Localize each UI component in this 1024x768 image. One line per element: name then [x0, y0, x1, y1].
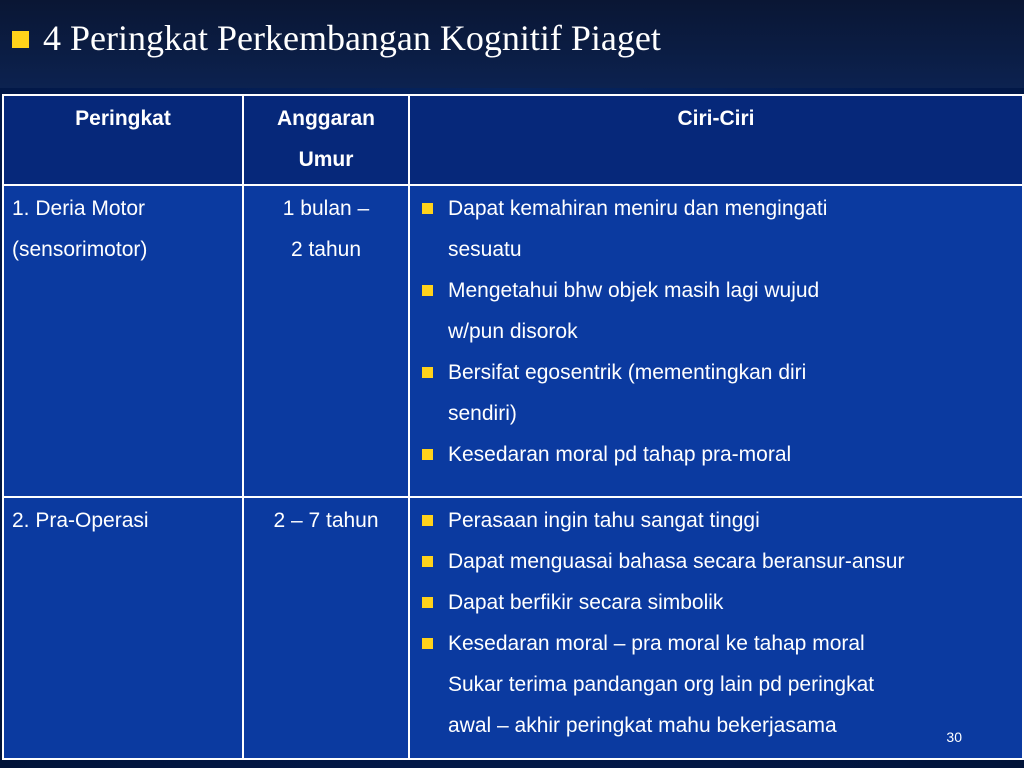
bullet-icon [422, 285, 433, 296]
stage-cell: 2. Pra-Operasi [3, 497, 243, 759]
age-cell: 2 – 7 tahun [243, 497, 409, 759]
traits-cell [409, 497, 1023, 759]
trait-continuation: sesuatu [448, 238, 522, 261]
trait-item: Mengetahui bhw objek masih lagi wujud [422, 270, 1018, 311]
trait-item: Kesedaran moral pd tahap pra-moral [422, 434, 1018, 475]
bullet-icon [422, 597, 433, 608]
trait-continuation: w/pun disorok [448, 320, 578, 343]
trait-continuation: sendiri) [448, 402, 517, 425]
header-traits: Ciri-Ciri [409, 95, 1023, 185]
piaget-stages-table [2, 94, 1024, 760]
bullet-icon [422, 515, 433, 526]
bullet-icon [422, 638, 433, 649]
bullet-icon [422, 449, 433, 460]
trait-item: Perasaan ingin tahu sangat tinggi [422, 500, 1018, 541]
trait-item: Bersifat egosentrik (mementingkan diri [422, 352, 1018, 393]
slide-title-text: 4 Peringkat Perkembangan Kognitif Piaget [43, 18, 661, 58]
page-number: 30 [946, 729, 962, 745]
trait-item: Kesedaran moral – pra moral ke tahap moral [422, 623, 1018, 664]
trait-item: Dapat menguasai bahasa secara beransur-ansur [422, 541, 1018, 582]
table-row [3, 497, 1023, 759]
bullet-icon [422, 367, 433, 378]
table-row [3, 185, 1023, 497]
header-stage: Peringkat [3, 95, 243, 185]
slide-title [12, 10, 661, 66]
stage-cell: 1. Deria Motor (sensorimotor) [3, 185, 243, 497]
table-header-row [3, 95, 1023, 185]
age-cell: 1 bulan – 2 tahun [243, 185, 409, 497]
bullet-icon [422, 203, 433, 214]
title-bullet-icon [12, 31, 29, 48]
trait-item: Dapat kemahiran meniru dan mengingati [422, 188, 1018, 229]
trait-item: Dapat berfikir secara simbolik [422, 582, 1018, 623]
bullet-icon [422, 556, 433, 567]
traits-cell [409, 185, 1023, 497]
header-age: Anggaran Umur [243, 95, 409, 185]
trait-note: Sukar terima pandangan org lain pd peringkat [448, 673, 875, 696]
trait-note: awal – akhir peringkat mahu bekerjasama [448, 714, 837, 737]
